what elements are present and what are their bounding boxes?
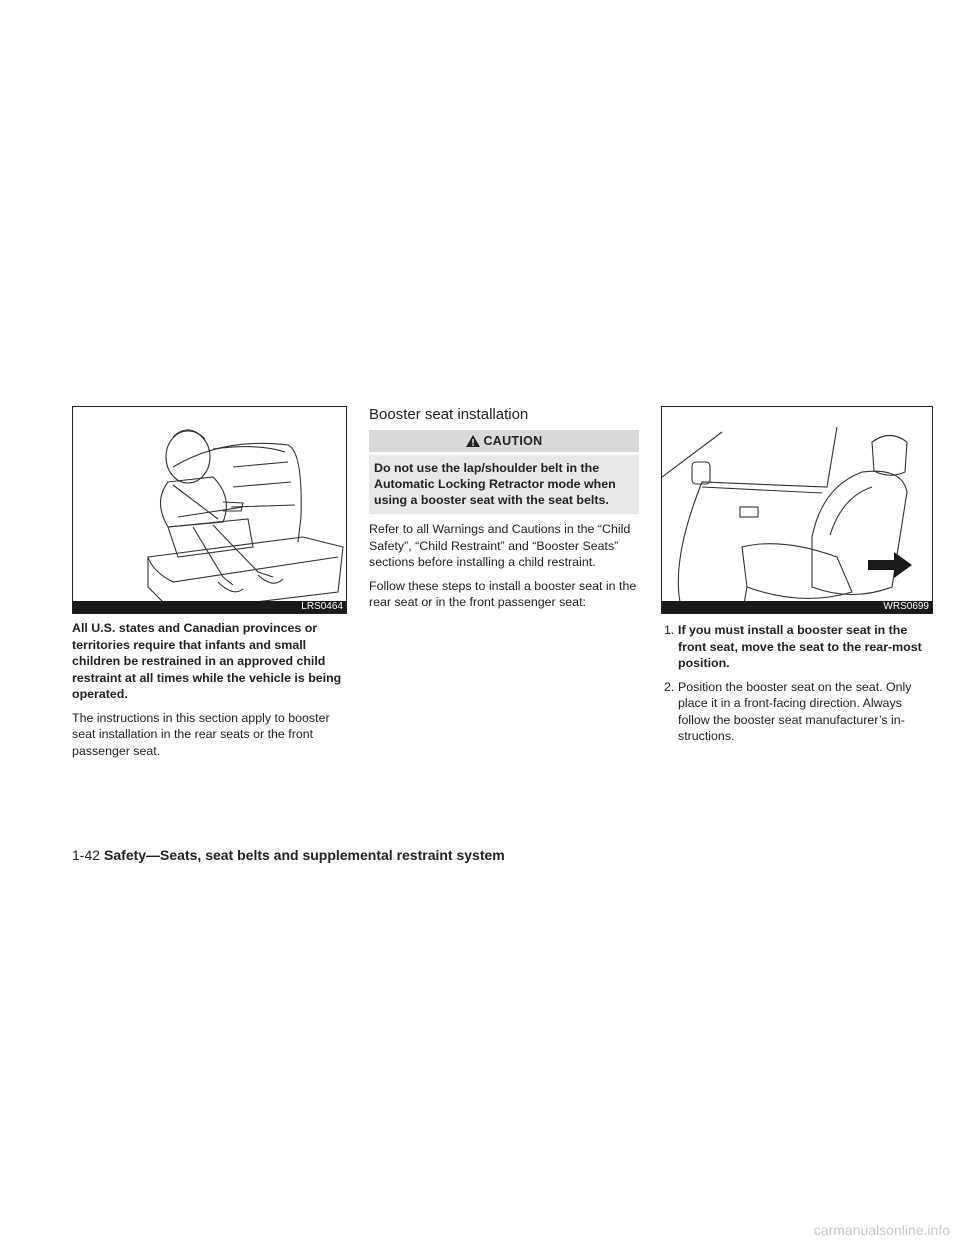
step-item: [661, 679, 933, 745]
caution-header: [369, 430, 639, 452]
left-column: [72, 406, 347, 759]
section-heading: Booster seat installation: [369, 406, 529, 423]
child-booster-illustration: [72, 406, 347, 614]
page-number: 1-42: [72, 847, 101, 863]
refer-paragraph: Refer to all Warnings and Cautions in the “Child Safety”, “Child Restraint” and “Booster Seats” sections before installing a child restraint.: [369, 522, 631, 569]
figure-code: LRS0464: [301, 601, 343, 612]
installation-steps: [661, 622, 933, 745]
front-seat-drawing: [662, 407, 933, 614]
step-number: 2.: [664, 679, 675, 694]
watermark: carmanualsonline.info: [813, 1222, 950, 1238]
arrow-right-icon: [868, 552, 912, 578]
intro-paragraph: The instructions in this section apply to booster seat installation in the rear seats or the front passenger seat.: [72, 710, 330, 758]
step-number: 1.: [664, 623, 675, 637]
caution-text: Do not use the lap/shoulder belt in the Automatic Locking Retractor mode when using a booster seat with the seat belts.: [369, 455, 639, 514]
figure-code-bar: [73, 601, 346, 613]
middle-column: [369, 406, 639, 611]
section-title: Safety—Seats, seat belts and supplemental restraint system: [104, 847, 505, 863]
front-seat-illustration: [661, 406, 933, 614]
page-footer: [72, 846, 505, 864]
follow-steps-paragraph: Follow these steps to install a booster seat in the rear seat or in the front passenger seat:: [369, 578, 637, 609]
intro-bold-paragraph: All U.S. states and Canadian provinces or territories require that infants and small children be restrained in an approved child restraint at all times while the vehicle is being operated.: [72, 621, 342, 701]
warning-triangle-icon: [465, 434, 481, 448]
step-item: [661, 622, 933, 672]
figure-code-bar: [662, 601, 932, 613]
child-in-booster-seat-drawing: [73, 407, 347, 614]
step-text: Position the booster seat on the seat. Only place it in a front-facing direction. Always follow the booster seat manufacturer’s in-structions.: [678, 679, 912, 743]
figure-code: WRS0699: [883, 601, 929, 612]
step-text: If you must install a booster seat in the front seat, move the seat to the rear-most position.: [678, 623, 922, 670]
right-column: [661, 406, 933, 752]
caution-label: CAUTION: [483, 434, 543, 448]
